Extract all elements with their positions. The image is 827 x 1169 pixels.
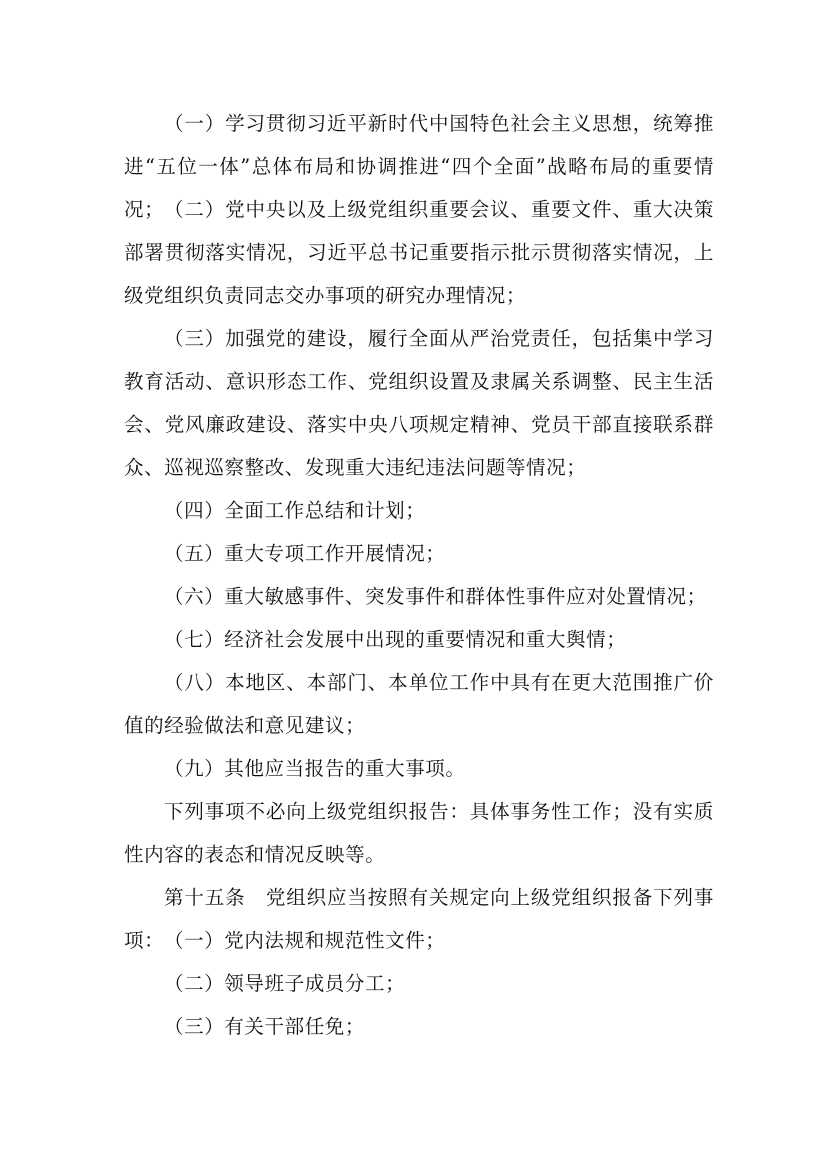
paragraph-item-13: （二）领导班子成员分工； — [164, 972, 406, 995]
paragraph-item-1: （一）学习贯彻习近平新时代中国特色社会主义思想，统筹推进“五位一体”总体布局和协调推进“四个全面”战略布局的重要情况； — [124, 112, 714, 221]
paragraph-item-7: （七）经济社会发展中出现的重要情况和重大舆情； — [164, 628, 627, 651]
paragraph-item-14: （三）有关干部任免； — [164, 1015, 366, 1038]
paragraph-item-8: （八）本地区、本部门、本单位工作中具有在更大范围推广价值的经验做法和意见建议； — [124, 671, 714, 737]
paragraph-item-6: （六）重大敏感事件、突发事件和群体性事件应对处置情况； — [164, 585, 707, 608]
article-15-heading: 第十五条 党组织应当按照有关规定向上级党组织报备下列事项： — [124, 886, 714, 952]
paragraph-item-4: （四）全面工作总结和计划； — [164, 499, 426, 522]
paragraph-item-2: （二）党中央以及上级党组织重要会议、重要文件、重大决策部署贯彻落实情况，习近平总书记重要指示批示贯彻落实情况，上级党组织负责同志交办事项的研究办理情况； — [124, 198, 714, 307]
paragraph-item-10: 下列事项不必向上级党组织报告：具体事务性工作；没有实质性内容的表态和情况反映等。 — [124, 800, 714, 866]
paragraph-item-5: （五）重大专项工作开展情况； — [164, 542, 446, 565]
paragraph-item-9: （九）其他应当报告的重大事项。 — [164, 757, 466, 780]
paragraph-item-3: （三）加强党的建设，履行全面从严治党责任，包括集中学习教育活动、意识形态工作、党组织设置及隶属关系调整、民主生活会、党风廉政建设、落实中央八项规定精神、党员干部直接联系群众、巡视巡察整改、发现重大违纪违法问题等情况； — [124, 327, 714, 479]
paragraph-item-12: （一）党内法规和规范性文件； — [164, 929, 446, 952]
